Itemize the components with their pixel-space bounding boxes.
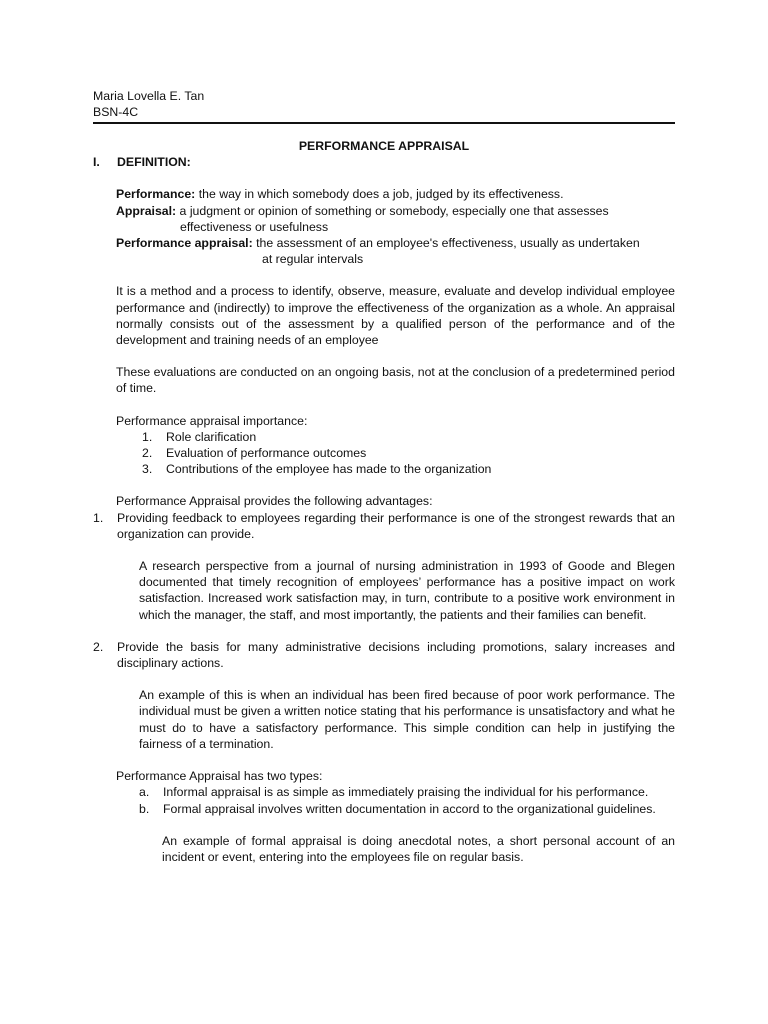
importance-list <box>142 429 675 478</box>
definition-continuation: effectiveness or usefulness <box>180 219 329 234</box>
list-item: b. Formal appraisal involves written documentation in accord to the organizational guidelines. <box>139 801 656 816</box>
section-number: I. <box>93 155 100 170</box>
advantages-list <box>93 510 675 542</box>
definition-performance <box>116 186 675 202</box>
definition-continuation: at regular intervals <box>262 252 364 267</box>
author-header <box>93 88 204 120</box>
paragraph-method: It is a method and a process to identify, observe, measure, evaluate and develop individual employee performance and (indirectly) to improve the effectiveness of the organization as a whole. An appraisal normally consists out of the assessment by a qualified person of the performance and of the development and training needs of an employee <box>116 284 675 348</box>
paragraph-ongoing: These evaluations are conducted on an ongoing basis, not at the conclusion of a predetermined period of time. <box>116 365 675 396</box>
advantage-2-detail: An example of this is when an individual has been fired because of poor work performance. The individual must be given a written notice stating that his performance is unsatisfactory and what he must do to have a satisfactory performance. This simple condition can help in justifying the fairness of a termination. <box>139 688 675 751</box>
author-name: Maria Lovella E. Tan <box>93 89 205 103</box>
definition-term: Performance: <box>116 187 196 202</box>
definition-text: the assessment of an employee's effectiveness, usually as undertaken <box>252 236 640 251</box>
advantage-1-detail: A research perspective from a journal of nursing administration in 1993 of Goode and Blegen documented that timely recognition of employees’ performance has a positive impact on work satisfaction. Increased work satisfaction may, in turn, contribute to a positive work environment in which the manager, the staff, and most importantly, the patients and their families can benefit. <box>139 559 675 622</box>
document-title: PERFORMANCE APPRAISAL <box>298 139 470 153</box>
types-heading: Performance Appraisal has two types: <box>116 769 323 784</box>
types-list <box>139 784 675 816</box>
definition-term: Performance appraisal: <box>116 236 253 251</box>
definition-term: Appraisal: <box>116 203 177 218</box>
definition-appraisal <box>116 203 675 235</box>
definition-text: the way in which somebody does a job, judged by its effectiveness. <box>195 187 564 202</box>
list-item: 1. Providing feedback to employees regarding their performance is one of the strongest rewards that an organization can provide. <box>93 510 675 541</box>
author-course: BSN-4C <box>93 105 139 120</box>
types-example: An example of formal appraisal is doing anecdotal notes, a short personal account of an incident or event, entering into the employees file on regular basis. <box>162 833 675 864</box>
section-label: DEFINITION: <box>117 155 191 170</box>
list-item: a. Informal appraisal is as simple as immediately praising the individual for his performance. <box>139 785 649 800</box>
importance-heading: Performance appraisal importance: <box>116 413 308 428</box>
header-divider <box>93 122 675 124</box>
list-item: 2. Provide the basis for many administrative decisions including promotions, salary increases and disciplinary actions. <box>93 639 675 671</box>
definition-text: a judgment or opinion of something or somebody, especially one that assesses <box>176 203 609 218</box>
list-item: 2. Evaluation of performance outcomes <box>142 446 367 461</box>
section-heading <box>93 154 675 170</box>
list-item: 3. Contributions of the employee has made to the organization <box>142 462 492 477</box>
document-body <box>93 138 675 865</box>
advantages-heading: Performance Appraisal provides the following advantages: <box>116 494 433 509</box>
definition-performance-appraisal <box>116 235 675 267</box>
list-item: 1. Role clarification <box>142 429 257 444</box>
advantages-list <box>93 639 675 671</box>
